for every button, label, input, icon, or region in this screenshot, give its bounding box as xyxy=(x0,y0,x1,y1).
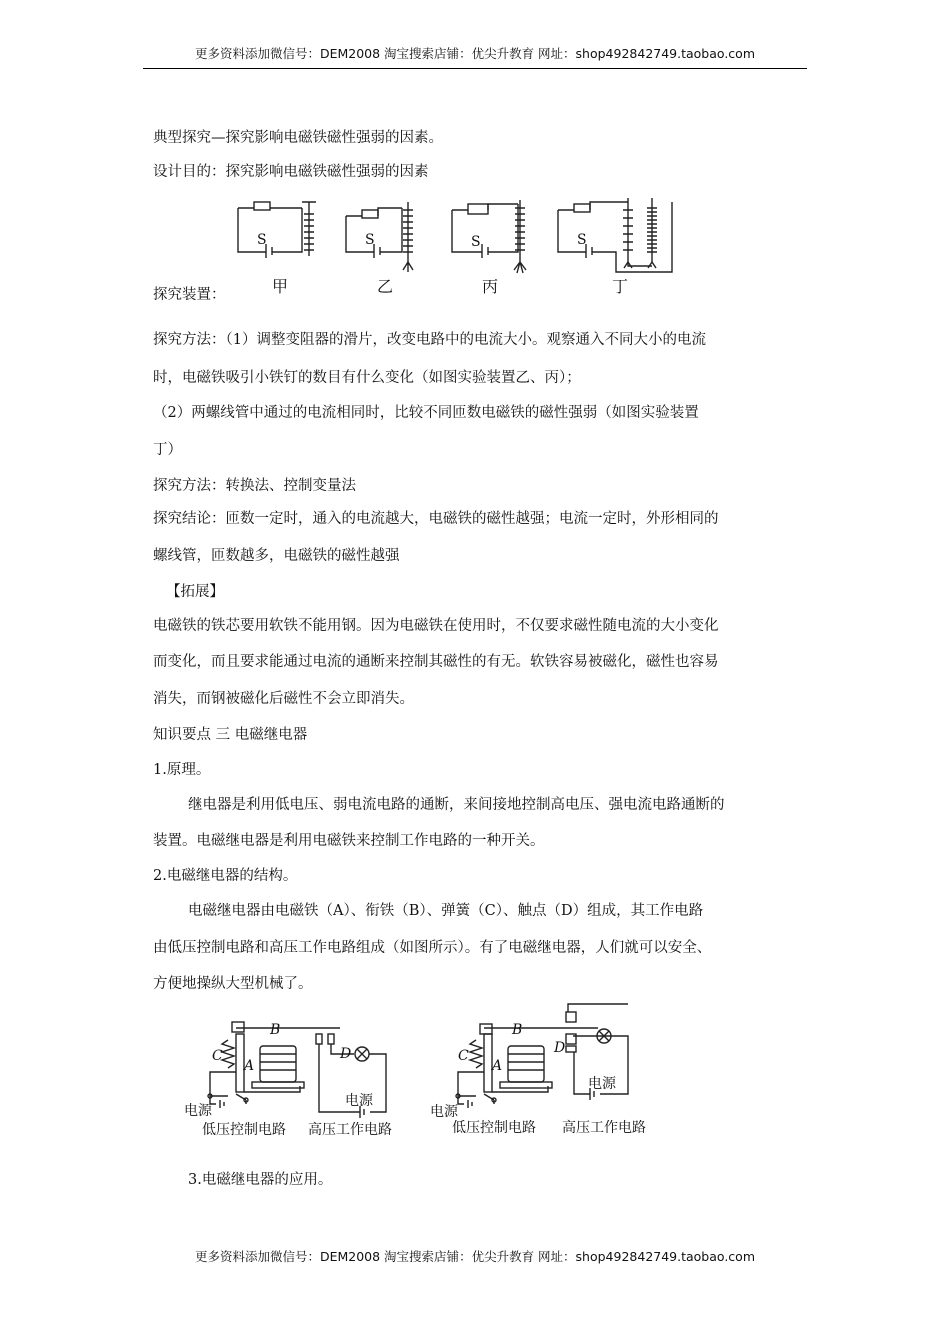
text-line: 方便地操纵大型机械了。 xyxy=(153,976,313,992)
label-b: B xyxy=(512,1022,523,1038)
section-heading: 知识要点 三 电磁继电器 xyxy=(153,727,308,743)
switch-label: S xyxy=(365,232,375,248)
text-line: 设计目的：探究影响电磁铁磁性强弱的因素 xyxy=(153,164,429,180)
relay-diagram-right xyxy=(428,1000,663,1136)
text-line: 探究方法：转换法、控制变量法 xyxy=(153,478,356,494)
section-heading: 【拓展】 xyxy=(166,584,224,600)
text-line: 装置。电磁继电器是利用电磁铁来控制工作电路的一种开关。 xyxy=(153,833,545,849)
caption-low: 低压控制电路 xyxy=(202,1122,286,1138)
text-line: 而变化，而且要求能通过电流的通断来控制其磁性的有无。软铁容易被磁化，磁性也容易 xyxy=(153,654,719,670)
text-line: 探究方法：（1）调整变阻器的滑片，改变电路中的电流大小。观察通入不同大小的电流 xyxy=(153,332,706,348)
caption-low: 低压控制电路 xyxy=(452,1120,536,1136)
switch-label: S xyxy=(471,234,481,250)
text-line: 时，电磁铁吸引小铁钉的数目有什么变化（如图实验装置乙、丙）； xyxy=(153,370,581,386)
text-line: 由低压控制电路和高压工作电路组成（如图所示）。有了电磁继电器，人们就可以安全、 xyxy=(153,940,712,956)
figure-label-ding: 丁 xyxy=(612,277,629,296)
page-header: 更多资料添加微信号：DEM2008 淘宝搜索店铺：优尖升教育 网址：shop492842749.taobao.com xyxy=(143,44,807,69)
text-line: 螺线管，匝数越多，电磁铁的磁性越强 xyxy=(153,548,400,564)
page-footer: 更多资料添加微信号：DEM2008 淘宝搜索店铺：优尖升教育 网址：shop492842749.taobao.com xyxy=(194,1249,756,1264)
power-label-high: 电源 xyxy=(345,1093,373,1109)
caption-high: 高压工作电路 xyxy=(308,1122,392,1138)
label-a: A xyxy=(492,1058,503,1074)
text-line: 典型探究—探究影响电磁铁磁性强弱的因素。 xyxy=(153,130,443,146)
relay-diagram-left xyxy=(180,1020,405,1138)
text-line: 继电器是利用低电压、弱电流电路的通断，来间接地控制高电压、强电流电路通断的 xyxy=(188,797,725,813)
text-line: 电磁铁的铁芯要用软铁不能用钢。因为电磁铁在使用时，不仅要求磁性随电流的大小变化 xyxy=(153,618,719,634)
text-line: 1.原理。 xyxy=(153,762,211,778)
label-b: B xyxy=(270,1022,281,1038)
power-label-low: 电源 xyxy=(184,1103,212,1119)
figure-label-bing: 丙 xyxy=(482,277,499,296)
text-line: 2.电磁继电器的结构。 xyxy=(153,868,298,884)
figure-label-jia: 甲 xyxy=(272,277,289,296)
label-d: D xyxy=(554,1040,566,1056)
caption-high: 高压工作电路 xyxy=(562,1120,646,1136)
text-line: 探究结论：匝数一定时，通入的电流越大，电磁铁的磁性越强；电流一定时，外形相同的 xyxy=(153,511,719,527)
power-label-high: 电源 xyxy=(588,1076,616,1092)
switch-label: S xyxy=(577,232,587,248)
label-a: A xyxy=(244,1058,255,1074)
label-d: D xyxy=(340,1046,352,1062)
text-line: 消失，而钢被磁化后磁性不会立即消失。 xyxy=(153,691,414,707)
figure-label-yi: 乙 xyxy=(377,277,394,296)
label-c: C xyxy=(458,1048,469,1064)
text-line: 电磁继电器由电磁铁（A）、衔铁（B）、弹簧（C）、触点（D）组成，其工作电路 xyxy=(188,903,704,919)
label-c: C xyxy=(212,1048,223,1064)
power-label-low: 电源 xyxy=(430,1104,458,1120)
text-line: （2）两螺线管中通过的电流相同时，比较不同匝数电磁铁的磁性强弱（如图实验装置 xyxy=(153,405,699,421)
switch-label: S xyxy=(257,232,267,248)
text-line: 丁） xyxy=(153,442,182,458)
text-line: 3.电磁继电器的应用。 xyxy=(188,1172,333,1188)
text-line: 探究装置： xyxy=(153,287,226,303)
